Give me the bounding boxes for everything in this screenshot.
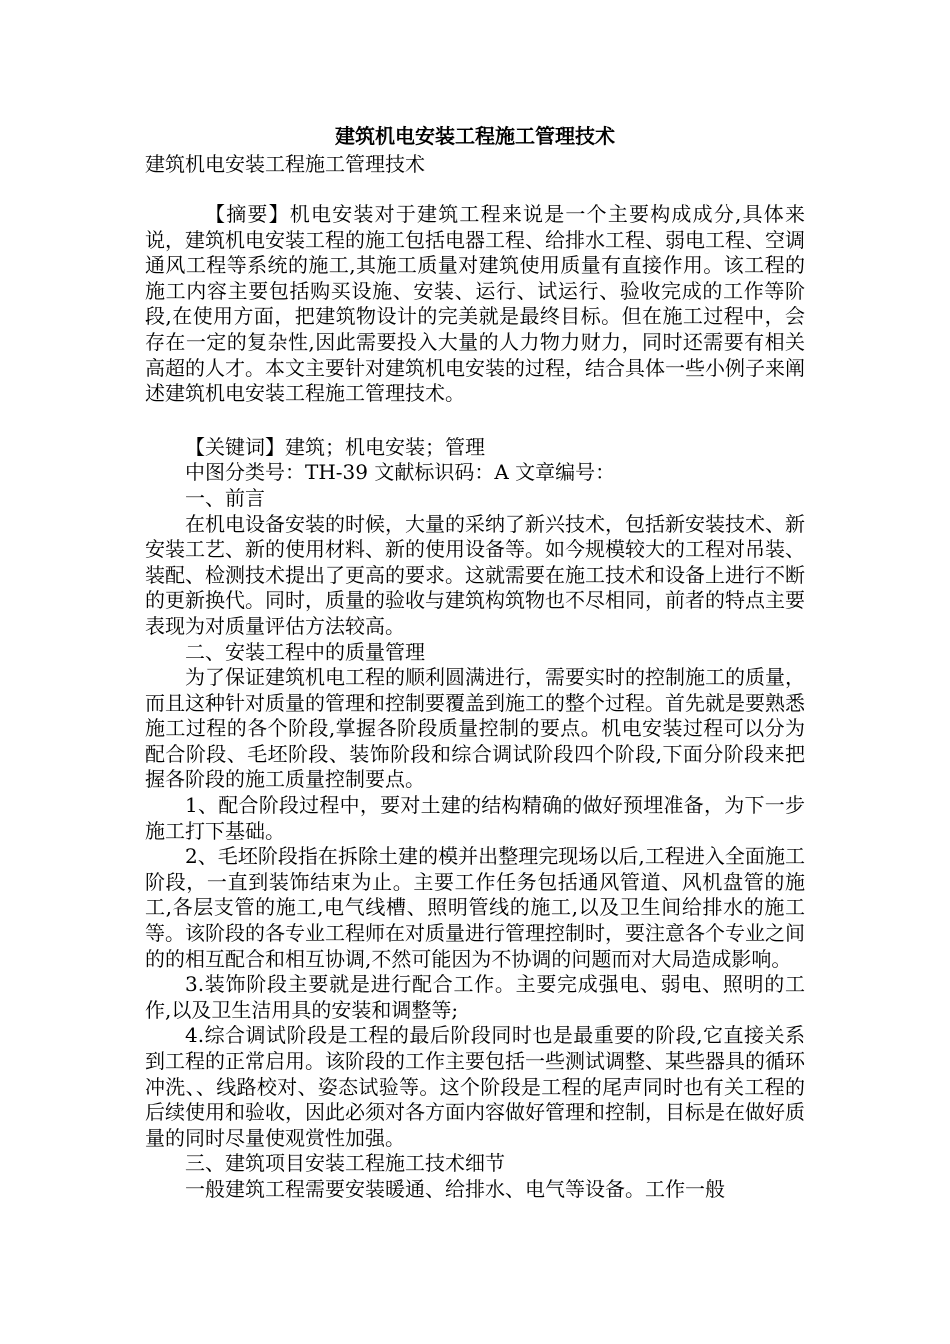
section2-paragraph-4: 3.装饰阶段主要就是进行配合工作。主要完成强电、弱电、照明的工作,以及卫生洁用具的安装和调整等; (145, 972, 805, 1022)
section2-paragraph-2: 1、配合阶段过程中，要对土建的结构精确的做好预埋准备，为下一步施工打下基础。 (145, 793, 805, 843)
section2-paragraph-5: 4.综合调试阶段是工程的最后阶段同时也是最重要的阶段,它直接关系到工程的正常启用。该阶段的工作主要包括一些测试调整、某些器具的循环冲洗、、线路校对、姿态试验等。这个阶段是工程的尾声同时也有关工程的后续使用和验收，因此必须对各方面内容做好管理和控制，目标是在做好质量的同时尽量使观赏性加强。 (145, 1023, 805, 1150)
abstract-paragraph: 【摘要】机电安装对于建筑工程来说是一个主要构成成分,具体来说，建筑机电安装工程的施工包括电器工程、给排水工程、弱电工程、空调通风工程等系统的施工,其施工质量对建筑使用质量有直接作用。该工程的施工内容主要包括购买设施、安装、运行、试运行、验收完成的工作等阶段,在使用方面，把建筑物设计的完美就是最终目标。但在施工过程中，会存在一定的复杂性,因此需要投入大量的人力物力财力，同时还需要有相关高超的人才。本文主要针对建筑机电安装的过程，结合具体一些小例子来阐述建筑机电安装工程施工管理技术。 (145, 202, 805, 406)
document-title: 建筑机电安装工程施工管理技术 (335, 124, 615, 148)
section-heading-1: 一、前言 (185, 485, 265, 510)
section3-paragraph-1: 一般建筑工程需要安装暖通、给排水、电气等设备。工作一般 (185, 1176, 725, 1201)
classification-line: 中图分类号：TH-39 文献标识码：A 文章编号： (185, 460, 616, 485)
document-page (145, 122, 805, 1203)
section-heading-2: 二、安装工程中的质量管理 (185, 639, 425, 664)
section1-paragraph-1: 在机电设备安装的时候，大量的采纳了新兴技术，包括新安装技术、新安装工艺、新的使用材料、新的使用设备等。如今规模较大的工程对吊装、装配、检测技术提出了更高的要求。这就需要在施工技术和设备上进行不断的更新换代。同时，质量的验收与建筑构筑物也不尽相同，前者的特点主要表现为对质量评估方法较高。 (145, 511, 805, 638)
document-subtitle: 建筑机电安装工程施工管理技术 (145, 152, 425, 176)
keywords-line: 【关键词】建筑；机电安装；管理 (185, 434, 485, 459)
section-heading-3: 三、建筑项目安装工程施工技术细节 (185, 1151, 505, 1176)
section2-paragraph-3: 2、毛坯阶段指在拆除土建的模并出整理完现场以后,工程进入全面施工阶段，一直到装饰结束为止。主要工作任务包括通风管道、风机盘管的施工,各层支管的施工,电气线槽、照明管线的施工,以及卫生间给排水的施工等。该阶段的各专业工程师在对质量进行管理控制时，要注意各个专业之间的的相互配合和相互协调,不然可能因为不协调的问题而对大局造成影响。 (145, 844, 805, 971)
section2-paragraph-1: 为了保证建筑机电工程的顺利圆满进行，需要实时的控制施工的质量，而且这种针对质量的管理和控制要覆盖到施工的整个过程。首先就是要熟悉施工过程的各个阶段,掌握各阶段质量控制的要点。机电安装过程可以分为配合阶段、毛坯阶段、装饰阶段和综合调试阶段四个阶段,下面分阶段来把握各阶段的施工质量控制要点。 (145, 665, 805, 792)
